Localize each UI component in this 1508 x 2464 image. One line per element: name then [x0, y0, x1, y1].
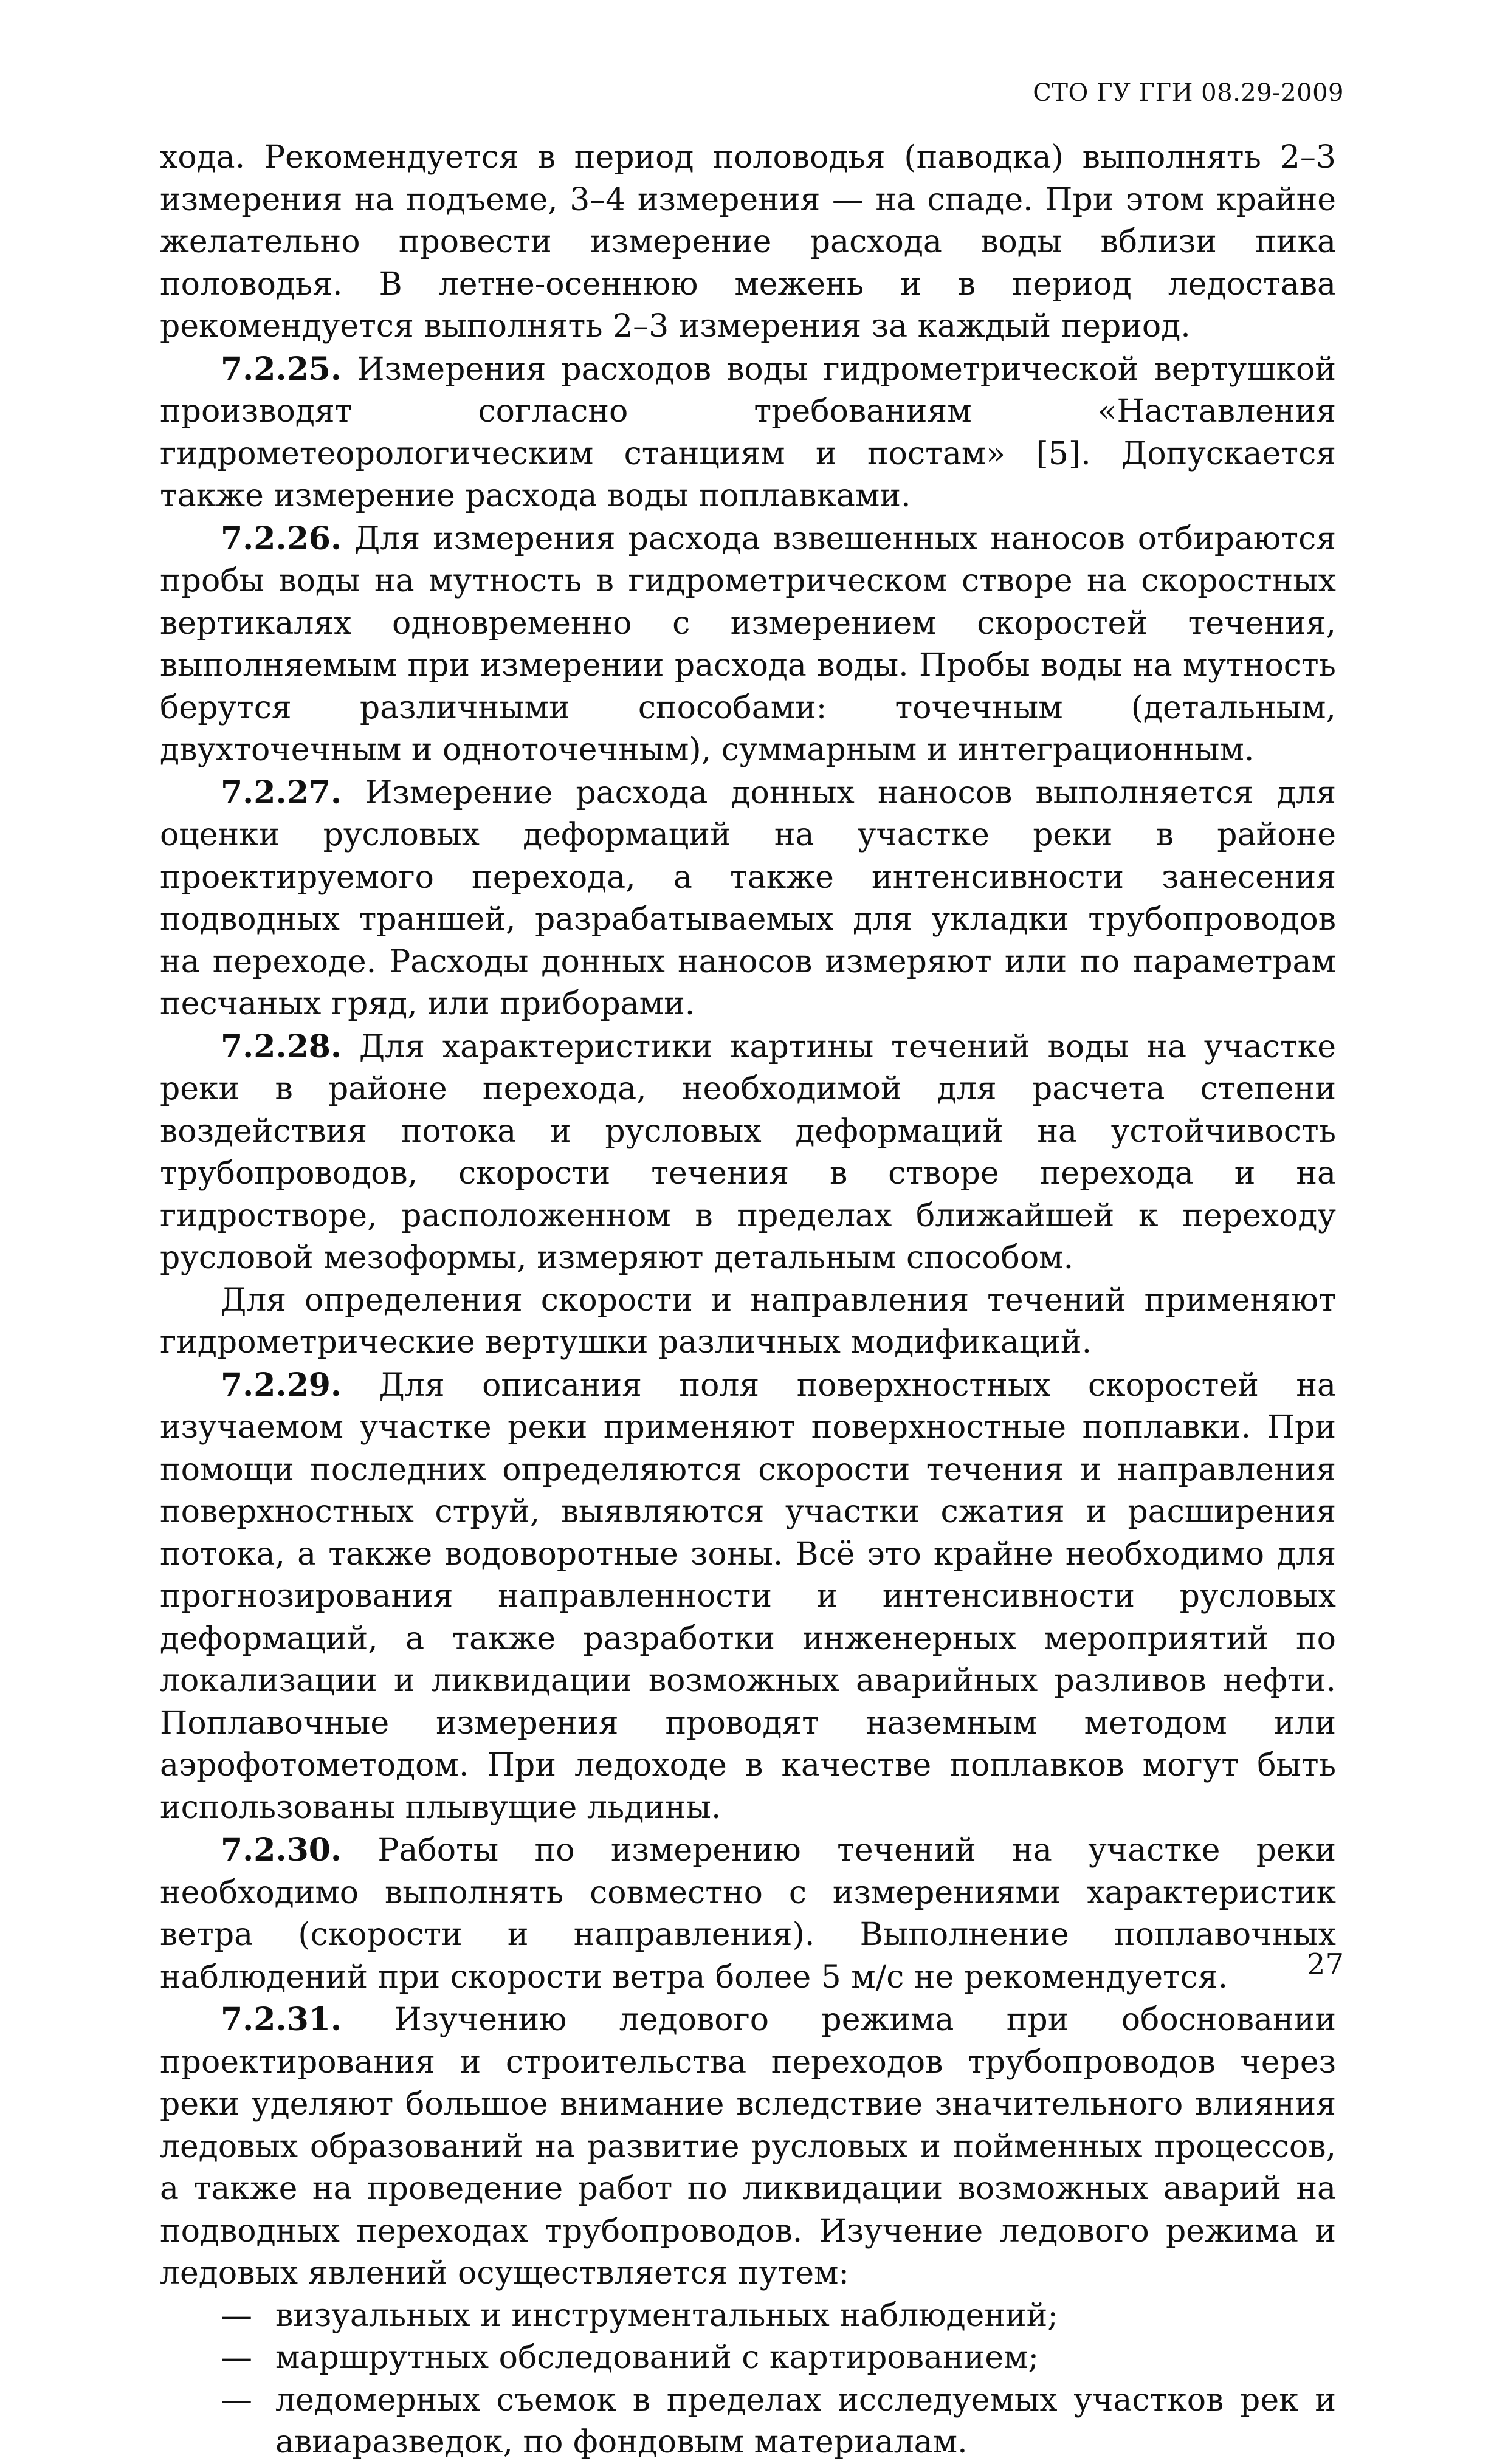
clause-number: 7.2.29. — [221, 1366, 342, 1404]
paragraph-text: Работы по измерению течений на участке реки необходимо выполнять совместно с измерениями характеристик ветра (скорости и направления). Выполнение поплавочных наблюдений при скорости ветра более 5 м/с не рекомендуется. — [160, 1832, 1336, 1996]
document-code-header: СТО ГУ ГГИ 08.29-2009 — [1033, 79, 1344, 107]
dash-marker: — — [221, 2339, 252, 2376]
paragraph-continuation: хода. Рекомендуется в период половодья (паводка) выполнять 2–3 измерения на подъеме, 3–4 измерения — на спаде. При этом крайне желательно провести измерение расхода воды вблизи пика половодья. В летне-осеннюю межень и в период ледостава рекомендуется выполнять 2–3 измерения за каждый период. — [160, 139, 1336, 345]
clause-number: 7.2.26. — [221, 520, 342, 557]
document-body — [160, 137, 1336, 2464]
list-item: — маршрутных обследований с картированием; — [160, 2337, 1336, 2380]
paragraph-7-2-27 — [160, 772, 1336, 1026]
clause-number: 7.2.27. — [221, 774, 342, 811]
paragraph-7-2-28 — [160, 1026, 1336, 1280]
paragraph-7-2-25 — [160, 348, 1336, 518]
paragraph-7-2-31 — [160, 1999, 1336, 2295]
clause-number: 7.2.30. — [221, 1831, 342, 1869]
paragraph-text: Для определения скорости и направления течений применяют гидрометрические вертушки различных модификаций. — [160, 1282, 1336, 1361]
paragraph-text: Изучению ледового режима при обосновании проектирования и строительства переходов трубопроводов через реки уделяют большое внимание вследствие значительного влияния ледовых образований на развитие русловых и пойменных процессов, а также на проведение работ по ликвидации возможных аварий на подводных переходах трубопроводов. Изучение ледового режима и ледовых явлений осуществляется путем: — [160, 2002, 1336, 2291]
list-item: — ледомерных съемок в пределах исследуемых участков рек и авиаразведок, по фондовым материалам. — [160, 2380, 1336, 2464]
paragraph-current-instruments — [160, 1280, 1336, 1364]
paragraph-text: Измерение расхода донных наносов выполняется для оценки русловых деформаций на участке реки в районе проектируемого перехода, а также интенсивности занесения подводных траншей, разрабатываемых для укладки трубопроводов на переходе. Расходы донных наносов измеряют или по параметрам песчаных гряд, или приборами. — [160, 774, 1336, 1022]
list-item: — визуальных и инструментальных наблюдений; — [160, 2295, 1336, 2338]
ice-study-methods-list — [160, 2295, 1336, 2464]
paragraph-text: Для описания поля поверхностных скоростей на изучаемом участке реки применяют поверхностные поплавки. При помощи последних определяются скорости течения и направления поверхностных струй, выявляются участки сжатия и расширения потока, а также водоворотные зоны. Всё это крайне необходимо для прогнозирования направленности и интенсивности русловых деформаций, а также разработки инженерных мероприятий по локализации и ликвидации возможных аварийных разливов нефти. Поплавочные измерения проводят наземным методом или аэрофотометодом. При ледоходе в качестве поплавков могут быть использованы плывущие льдины. — [160, 1367, 1336, 1826]
paragraph-text: Измерения расходов воды гидрометрической вертушкой производят согласно требованиям «Наставления гидрометеорологическим станциям и постам» [5]. Допускается также измерение расхода воды поплавками. — [160, 351, 1336, 514]
clause-number: 7.2.31. — [221, 2001, 342, 2038]
paragraph-text: Для характеристики картины течений воды на участке реки в районе перехода, необходимой для расчета степени воздействия потока и русловых деформаций на устойчивость трубопроводов, скорости течения в створе перехода и на гидростворе, расположенном в пределах ближайшей к переходу русловой мезоформы, измеряют детальным способом. — [160, 1028, 1336, 1276]
dash-marker: — — [221, 2297, 252, 2334]
dash-marker: — — [221, 2381, 252, 2418]
clause-number: 7.2.25. — [221, 350, 342, 388]
clause-number: 7.2.28. — [221, 1028, 342, 1065]
paragraph-7-2-29 — [160, 1364, 1336, 1830]
paragraph-7-2-30 — [160, 1829, 1336, 1999]
page-number: 27 — [1306, 1948, 1344, 1982]
paragraph-text: Для измерения расхода взвешенных наносов отбираются пробы воды на мутность в гидрометрическом створе на скоростных вертикалях одновременно с измерением скоростей течения, выполняемым при измерении расхода воды. Пробы воды на мутность берутся различными способами: точечным (детальным, двухточечным и одноточечным), суммарным и интеграционным. — [160, 520, 1336, 768]
paragraph-7-2-26 — [160, 518, 1336, 772]
